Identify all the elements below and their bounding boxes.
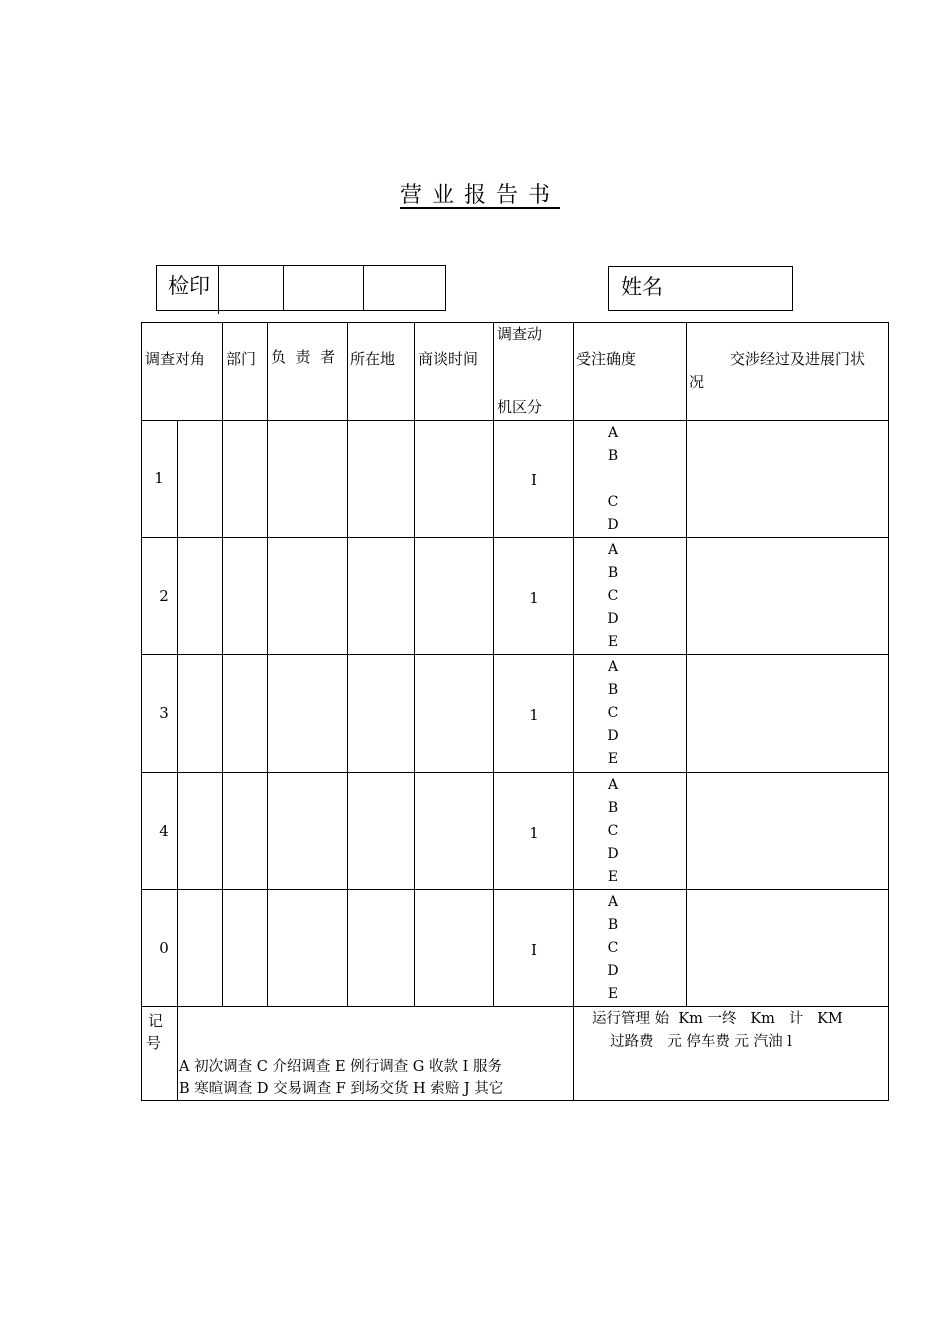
- motive-code: I: [531, 941, 537, 959]
- row-number: 2: [159, 587, 169, 605]
- col-divider: [177, 420, 178, 1100]
- col-divider: [493, 322, 494, 1006]
- row-divider: [141, 772, 889, 773]
- header-target: 调查对角: [145, 350, 206, 368]
- header-motive: 机区分: [497, 398, 543, 416]
- header-progress: 况: [689, 373, 705, 391]
- row-number: 4: [159, 822, 169, 840]
- header-certainty: 受注确度: [576, 350, 637, 368]
- row-divider: [141, 1006, 889, 1007]
- stamp-divider: [363, 266, 364, 310]
- motive-legend: A 初次调查 C 介绍调查 E 例行调查 G 收款 I 服务: [179, 1059, 502, 1075]
- certainty-letters: A B C D E: [607, 894, 619, 1002]
- row-number: 0: [159, 939, 169, 957]
- motive-code: 1: [529, 706, 539, 724]
- col-divider: [414, 322, 415, 1006]
- certainty-letters: A B C D E: [607, 542, 619, 650]
- row-number: 1: [154, 469, 164, 487]
- motive-code: 1: [529, 824, 539, 842]
- motive-legend: B 寒暄调查 D 交易调查 F 到场交货 H 索赔 J 其它: [179, 1081, 504, 1097]
- col-divider: [686, 322, 687, 1006]
- col-divider: [347, 322, 348, 1006]
- run-expenses: 过路费 元 停车费 元 汽油 l: [610, 1034, 792, 1050]
- header-time: 商谈时间: [418, 350, 479, 368]
- header-location: 所在地: [350, 350, 396, 368]
- row-divider: [141, 537, 889, 538]
- row-divider: [141, 420, 889, 421]
- col-divider: [222, 322, 223, 1006]
- code-label: 记: [148, 1012, 164, 1030]
- header-dept: 部门: [226, 350, 257, 368]
- col-divider: [573, 322, 574, 1100]
- header-owner: 负 责 者: [271, 348, 336, 366]
- page-title: 营业报告书: [399, 183, 560, 208]
- header-motive: 调查动: [497, 325, 543, 343]
- stamp-label: 检印: [168, 274, 210, 298]
- motive-code: 1: [529, 589, 539, 607]
- header-progress: 交涉经过及进展门状: [730, 350, 866, 368]
- certainty-letters: A B C D E: [607, 659, 619, 767]
- stamp-divider: [218, 266, 219, 314]
- certainty-letters: A B C D E: [607, 777, 619, 885]
- name-label: 姓名: [621, 275, 663, 299]
- row-divider: [141, 654, 889, 655]
- code-label: 号: [146, 1034, 162, 1052]
- row-number: 3: [159, 704, 169, 722]
- stamp-divider: [283, 266, 284, 310]
- certainty-letters: A B C D: [607, 425, 619, 533]
- report-table: [141, 322, 889, 1101]
- motive-code: I: [531, 471, 537, 489]
- run-management: 运行管理 始 Km 一终 Km 计 KM: [592, 1011, 843, 1027]
- col-divider: [267, 322, 268, 1006]
- row-divider: [141, 889, 889, 890]
